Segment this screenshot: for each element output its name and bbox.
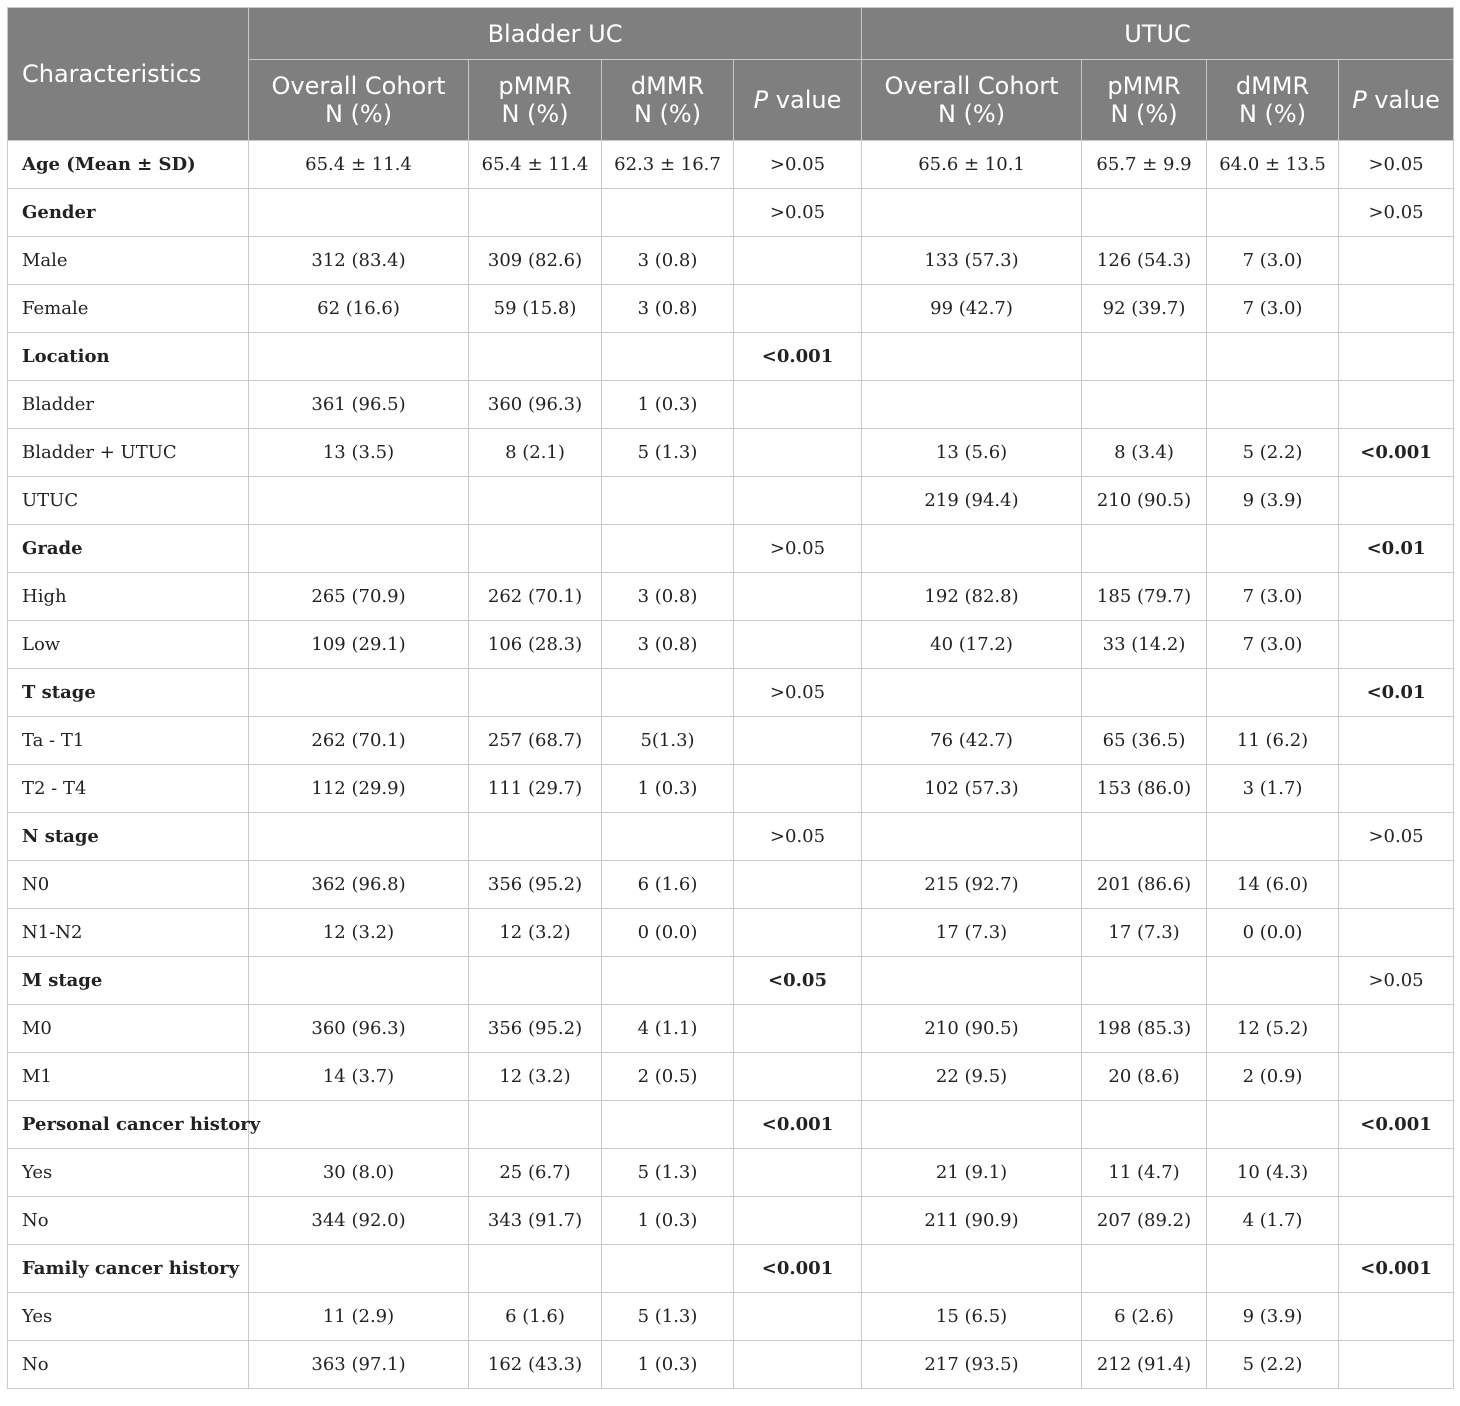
table-cell [1082, 333, 1207, 381]
table-cell: 361 (96.5) [249, 381, 469, 429]
table-row [8, 861, 1454, 909]
table-cell: 3 (0.8) [602, 621, 734, 669]
table-cell [602, 669, 734, 717]
table-cell: 360 (96.3) [469, 381, 602, 429]
table-cell: 65 (36.5) [1082, 717, 1207, 765]
table-cell: 356 (95.2) [469, 861, 602, 909]
table-cell [862, 189, 1082, 237]
p-value-cell: >0.05 [1339, 957, 1454, 1005]
table-row [8, 285, 1454, 333]
category-label: M stage [8, 957, 249, 1005]
category-label: N stage [8, 813, 249, 861]
table-cell: 362 (96.8) [249, 861, 469, 909]
table-cell: 212 (91.4) [1082, 1341, 1207, 1389]
table-cell: 343 (91.7) [469, 1197, 602, 1245]
table-cell [469, 813, 602, 861]
table-cell [1207, 333, 1339, 381]
group-header-bladder-uc: Bladder UC [249, 8, 862, 60]
table-cell [469, 189, 602, 237]
category-label: T stage [8, 669, 249, 717]
table-cell [862, 1245, 1082, 1293]
table-cell: 1 (0.3) [602, 1341, 734, 1389]
table-cell: 201 (86.6) [1082, 861, 1207, 909]
table-cell: 92 (39.7) [1082, 285, 1207, 333]
p-value-cell [734, 477, 862, 525]
table-cell: 217 (93.5) [862, 1341, 1082, 1389]
table-cell: 11 (6.2) [1207, 717, 1339, 765]
table-cell: 262 (70.1) [249, 717, 469, 765]
table-row [8, 429, 1454, 477]
table-cell: 65.4 ± 11.4 [469, 141, 602, 189]
column-header-title: dMMR [1235, 72, 1310, 100]
p-value-header [1339, 60, 1454, 141]
row-label: No [8, 1341, 249, 1389]
table-cell: 185 (79.7) [1082, 573, 1207, 621]
table-cell: 7 (3.0) [1207, 237, 1339, 285]
column-header-unit: N (%) [501, 100, 569, 128]
table-cell [469, 477, 602, 525]
table-cell: 210 (90.5) [1082, 477, 1207, 525]
table-cell [862, 957, 1082, 1005]
table-cell: 3 (0.8) [602, 573, 734, 621]
table-header [8, 8, 1454, 141]
p-value-cell [1339, 1053, 1454, 1101]
table-cell [862, 669, 1082, 717]
p-value-cell [1339, 1005, 1454, 1053]
p-value-cell [734, 861, 862, 909]
p-value-cell: <0.05 [734, 957, 862, 1005]
table-cell: 262 (70.1) [469, 573, 602, 621]
table-cell [1207, 189, 1339, 237]
row-label: High [8, 573, 249, 621]
header-group-row [8, 8, 1454, 60]
p-value-header-text: value [768, 86, 842, 114]
table-cell: 7 (3.0) [1207, 573, 1339, 621]
table-cell: 33 (14.2) [1082, 621, 1207, 669]
table-cell: 0 (0.0) [1207, 909, 1339, 957]
p-value-cell: <0.01 [1339, 669, 1454, 717]
table-cell: 265 (70.9) [249, 573, 469, 621]
p-value-header-text: value [1366, 86, 1440, 114]
table-cell: 17 (7.3) [1082, 909, 1207, 957]
table-cell: 211 (90.9) [862, 1197, 1082, 1245]
row-label: Low [8, 621, 249, 669]
table-cell: 7 (3.0) [1207, 285, 1339, 333]
table-cell [1082, 669, 1207, 717]
p-value-cell: >0.05 [734, 525, 862, 573]
category-label: Grade [8, 525, 249, 573]
column-header-unit: N (%) [1238, 100, 1307, 128]
p-value-cell [1339, 477, 1454, 525]
table-cell: 4 (1.1) [602, 1005, 734, 1053]
table-cell: 102 (57.3) [862, 765, 1082, 813]
p-value-cell [734, 909, 862, 957]
table-cell: 3 (1.7) [1207, 765, 1339, 813]
table-cell: 109 (29.1) [249, 621, 469, 669]
row-label: Yes [8, 1149, 249, 1197]
table-cell [1207, 1101, 1339, 1149]
table-cell: 12 (3.2) [249, 909, 469, 957]
p-value-cell: >0.05 [734, 669, 862, 717]
table-cell: 126 (54.3) [1082, 237, 1207, 285]
column-header-title: pMMR [498, 72, 572, 100]
p-value-cell: >0.05 [1339, 141, 1454, 189]
table-cell: 76 (42.7) [862, 717, 1082, 765]
p-value-cell: <0.001 [734, 1245, 862, 1293]
table-row [8, 717, 1454, 765]
column-header-title: Overall Cohort [884, 72, 1059, 100]
p-value-cell [734, 717, 862, 765]
p-value-cell [1339, 333, 1454, 381]
p-value-cell: <0.001 [1339, 429, 1454, 477]
category-row [8, 525, 1454, 573]
table-cell: 6 (2.6) [1082, 1293, 1207, 1341]
table-cell: 2 (0.9) [1207, 1053, 1339, 1101]
p-value-header [734, 60, 862, 141]
table-cell [602, 477, 734, 525]
category-label: Family cancer history [8, 1245, 249, 1293]
p-value-cell: >0.05 [734, 813, 862, 861]
table-cell: 13 (5.6) [862, 429, 1082, 477]
category-label: Age (Mean ± SD) [8, 141, 249, 189]
table-cell [1207, 957, 1339, 1005]
category-row [8, 189, 1454, 237]
table-cell [469, 333, 602, 381]
p-value-cell [1339, 1197, 1454, 1245]
table-cell: 40 (17.2) [862, 621, 1082, 669]
row-label: UTUC [8, 477, 249, 525]
table-cell [862, 813, 1082, 861]
row-label: N0 [8, 861, 249, 909]
table-cell: 99 (42.7) [862, 285, 1082, 333]
p-value-cell [1339, 573, 1454, 621]
column-header [862, 60, 1082, 141]
table-cell: 356 (95.2) [469, 1005, 602, 1053]
table-cell: 14 (3.7) [249, 1053, 469, 1101]
table-cell: 312 (83.4) [249, 237, 469, 285]
table-cell [249, 1101, 469, 1149]
table-cell [469, 957, 602, 1005]
table-row [8, 1005, 1454, 1053]
table-cell [249, 957, 469, 1005]
column-header-unit: N (%) [633, 100, 702, 128]
table-cell: 11 (4.7) [1082, 1149, 1207, 1197]
table-cell: 344 (92.0) [249, 1197, 469, 1245]
column-header-unit: N (%) [1110, 100, 1178, 128]
table-row [8, 1341, 1454, 1389]
table-cell: 5(1.3) [602, 717, 734, 765]
table-cell: 111 (29.7) [469, 765, 602, 813]
table-cell: 3 (0.8) [602, 285, 734, 333]
table-cell: 14 (6.0) [1207, 861, 1339, 909]
table-cell: 219 (94.4) [862, 477, 1082, 525]
table-cell: 3 (0.8) [602, 237, 734, 285]
table-cell [249, 525, 469, 573]
table-cell: 4 (1.7) [1207, 1197, 1339, 1245]
table-cell: 65.4 ± 11.4 [249, 141, 469, 189]
category-row [8, 141, 1454, 189]
p-value-cell [734, 1197, 862, 1245]
characteristics-header: Characteristics [8, 8, 249, 141]
p-value-cell [734, 237, 862, 285]
table-cell: 8 (3.4) [1082, 429, 1207, 477]
table-cell: 106 (28.3) [469, 621, 602, 669]
table-cell: 363 (97.1) [249, 1341, 469, 1389]
column-header-title: dMMR [630, 72, 705, 100]
table-cell: 133 (57.3) [862, 237, 1082, 285]
table-cell [602, 525, 734, 573]
category-label: Gender [8, 189, 249, 237]
p-value-cell [1339, 909, 1454, 957]
table-cell: 6 (1.6) [602, 861, 734, 909]
table-cell [1082, 381, 1207, 429]
table-body [8, 141, 1454, 1389]
p-value-cell [734, 1341, 862, 1389]
table-cell: 9 (3.9) [1207, 1293, 1339, 1341]
table-cell [1082, 525, 1207, 573]
p-value-cell [1339, 1341, 1454, 1389]
table-cell: 12 (5.2) [1207, 1005, 1339, 1053]
table-cell: 12 (3.2) [469, 909, 602, 957]
table-row [8, 765, 1454, 813]
table-cell [1207, 669, 1339, 717]
table-cell [249, 813, 469, 861]
p-value-cell [734, 1293, 862, 1341]
table-cell: 17 (7.3) [862, 909, 1082, 957]
category-row [8, 1245, 1454, 1293]
category-label: Personal cancer history [8, 1101, 249, 1149]
column-header [1207, 60, 1339, 141]
table-cell: 1 (0.3) [602, 1197, 734, 1245]
table-cell: 7 (3.0) [1207, 621, 1339, 669]
table-row [8, 237, 1454, 285]
category-row [8, 1101, 1454, 1149]
table-cell: 0 (0.0) [602, 909, 734, 957]
p-value-cell: <0.01 [1339, 525, 1454, 573]
p-value-cell: >0.05 [734, 189, 862, 237]
p-value-cell [1339, 717, 1454, 765]
table-row [8, 1053, 1454, 1101]
table-cell [249, 669, 469, 717]
table-cell [602, 333, 734, 381]
row-label: Bladder + UTUC [8, 429, 249, 477]
p-value-cell: >0.05 [734, 141, 862, 189]
p-value-cell [1339, 861, 1454, 909]
table-cell [862, 381, 1082, 429]
table-cell: 62.3 ± 16.7 [602, 141, 734, 189]
table-cell: 5 (1.3) [602, 1149, 734, 1197]
p-value-cell [1339, 285, 1454, 333]
table-cell: 198 (85.3) [1082, 1005, 1207, 1053]
p-value-cell [734, 573, 862, 621]
table-cell: 5 (1.3) [602, 1293, 734, 1341]
p-value-cell [734, 429, 862, 477]
p-value-cell [1339, 765, 1454, 813]
row-label: Ta - T1 [8, 717, 249, 765]
p-value-cell [734, 285, 862, 333]
table-cell [602, 1245, 734, 1293]
row-label: T2 - T4 [8, 765, 249, 813]
row-label: N1-N2 [8, 909, 249, 957]
row-label: Male [8, 237, 249, 285]
table-cell: 112 (29.9) [249, 765, 469, 813]
column-header [602, 60, 734, 141]
table-cell [249, 1245, 469, 1293]
column-header [469, 60, 602, 141]
row-label: Female [8, 285, 249, 333]
p-value-cell [1339, 381, 1454, 429]
table-cell [602, 813, 734, 861]
p-value-cell [734, 1149, 862, 1197]
p-value-cell: <0.001 [734, 1101, 862, 1149]
table-cell [469, 1245, 602, 1293]
table-cell: 1 (0.3) [602, 381, 734, 429]
table-cell [469, 669, 602, 717]
column-header [1082, 60, 1207, 141]
p-value-cell [734, 381, 862, 429]
group-header-utuc: UTUC [862, 8, 1454, 60]
p-value-header-italic: P [1352, 86, 1367, 114]
table-cell: 5 (1.3) [602, 429, 734, 477]
table-cell: 20 (8.6) [1082, 1053, 1207, 1101]
table-cell [249, 333, 469, 381]
table-cell [1207, 381, 1339, 429]
table-row [8, 477, 1454, 525]
table-cell: 2 (0.5) [602, 1053, 734, 1101]
table-cell [1082, 1245, 1207, 1293]
table-row [8, 1293, 1454, 1341]
table-cell: 12 (3.2) [469, 1053, 602, 1101]
table-cell: 10 (4.3) [1207, 1149, 1339, 1197]
p-value-cell: <0.001 [1339, 1245, 1454, 1293]
table-cell [602, 1101, 734, 1149]
table-cell [602, 957, 734, 1005]
column-header-title: pMMR [1107, 72, 1181, 100]
row-label: No [8, 1197, 249, 1245]
row-label: Bladder [8, 381, 249, 429]
table-cell: 8 (2.1) [469, 429, 602, 477]
table-cell [1082, 189, 1207, 237]
column-header-unit: N (%) [937, 100, 1006, 128]
table-row [8, 909, 1454, 957]
table-row [8, 1197, 1454, 1245]
table-cell [1207, 813, 1339, 861]
table-cell [1207, 1245, 1339, 1293]
row-label: Yes [8, 1293, 249, 1341]
table-cell [862, 525, 1082, 573]
category-row [8, 813, 1454, 861]
table-cell: 5 (2.2) [1207, 429, 1339, 477]
p-value-cell [734, 1005, 862, 1053]
table-cell [469, 525, 602, 573]
table-cell: 65.7 ± 9.9 [1082, 141, 1207, 189]
table-cell: 162 (43.3) [469, 1341, 602, 1389]
table-cell [602, 189, 734, 237]
table-cell [249, 477, 469, 525]
p-value-cell [1339, 1293, 1454, 1341]
row-label: M1 [8, 1053, 249, 1101]
table-cell: 309 (82.6) [469, 237, 602, 285]
p-value-cell [1339, 621, 1454, 669]
p-value-cell: <0.001 [1339, 1101, 1454, 1149]
table-cell: 30 (8.0) [249, 1149, 469, 1197]
table-cell: 62 (16.6) [249, 285, 469, 333]
p-value-header-italic: P [753, 86, 769, 114]
table-cell [469, 1101, 602, 1149]
table-cell [862, 333, 1082, 381]
p-value-cell [734, 1053, 862, 1101]
table-cell [1082, 813, 1207, 861]
p-value-cell: >0.05 [1339, 189, 1454, 237]
table-cell: 11 (2.9) [249, 1293, 469, 1341]
table-cell: 64.0 ± 13.5 [1207, 141, 1339, 189]
table-row [8, 1149, 1454, 1197]
table-row [8, 621, 1454, 669]
table-cell [1207, 525, 1339, 573]
p-value-cell [734, 621, 862, 669]
table-cell: 257 (68.7) [469, 717, 602, 765]
category-row [8, 669, 1454, 717]
table-cell: 59 (15.8) [469, 285, 602, 333]
table-cell: 207 (89.2) [1082, 1197, 1207, 1245]
column-header-unit: N (%) [324, 100, 393, 128]
table-cell: 5 (2.2) [1207, 1341, 1339, 1389]
table-cell: 21 (9.1) [862, 1149, 1082, 1197]
column-header [249, 60, 469, 141]
table-cell: 15 (6.5) [862, 1293, 1082, 1341]
table-cell [1082, 957, 1207, 1005]
category-row [8, 333, 1454, 381]
category-row [8, 957, 1454, 1005]
table-cell: 360 (96.3) [249, 1005, 469, 1053]
p-value-cell [1339, 1149, 1454, 1197]
table-cell [249, 189, 469, 237]
characteristics-table [7, 7, 1454, 1389]
table-cell: 13 (3.5) [249, 429, 469, 477]
p-value-cell [1339, 237, 1454, 285]
p-value-cell: >0.05 [1339, 813, 1454, 861]
table-cell [862, 1101, 1082, 1149]
column-header-title: Overall Cohort [271, 72, 446, 100]
row-label: M0 [8, 1005, 249, 1053]
table-cell: 192 (82.8) [862, 573, 1082, 621]
category-label: Location [8, 333, 249, 381]
table-row [8, 573, 1454, 621]
table-cell: 153 (86.0) [1082, 765, 1207, 813]
p-value-cell: <0.001 [734, 333, 862, 381]
characteristics-table-container [7, 7, 1453, 1389]
p-value-cell [734, 765, 862, 813]
table-cell: 215 (92.7) [862, 861, 1082, 909]
table-cell [1082, 1101, 1207, 1149]
table-cell: 1 (0.3) [602, 765, 734, 813]
table-row [8, 381, 1454, 429]
table-cell: 25 (6.7) [469, 1149, 602, 1197]
table-cell: 6 (1.6) [469, 1293, 602, 1341]
table-cell: 210 (90.5) [862, 1005, 1082, 1053]
table-cell: 9 (3.9) [1207, 477, 1339, 525]
table-cell: 22 (9.5) [862, 1053, 1082, 1101]
table-cell: 65.6 ± 10.1 [862, 141, 1082, 189]
